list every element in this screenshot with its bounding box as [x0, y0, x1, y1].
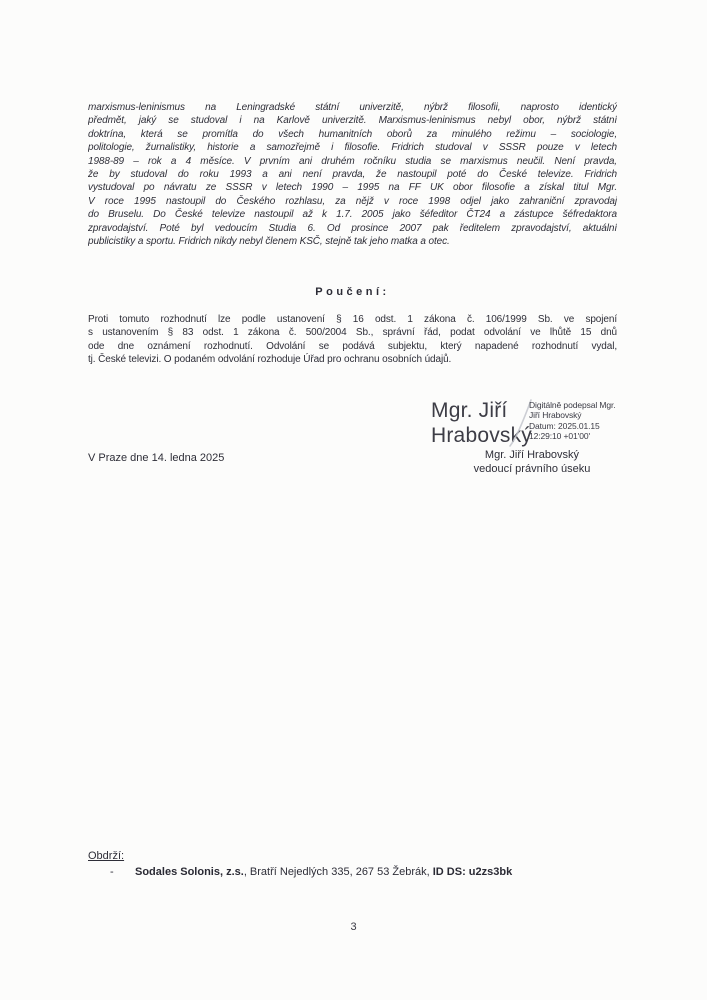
- place-date-line: V Praze dne 14. ledna 2025: [88, 452, 225, 464]
- text-line: marxismus-leninismus na Leningradské státní univerzitě, nýbrž filosofii, naprosto identický: [88, 102, 617, 113]
- recipient-dash: -: [110, 866, 114, 878]
- recipient-name: Sodales Solonis, z.s.: [135, 866, 244, 878]
- text-line: doktrína, která se promítla do všech humanitních oborů za minulého režimu – sociologie,: [88, 128, 617, 140]
- text-line: Digitálně podepsal Mgr.: [529, 400, 616, 410]
- text-line: vystudoval po návratu ze SSSR v letech 1990 – 1995 na FF UK obor filosofie a získal titul Mgr.: [88, 182, 617, 194]
- text-line: s ustanovením § 83 odst. 1 zákona č. 500/2004 Sb., správní řád, podat odvolání ve lhůtě 15 dnů: [88, 327, 617, 339]
- signature-stamp-name-line2: Hrabovský: [431, 424, 532, 447]
- body-paragraph: [88, 101, 617, 248]
- instruction-paragraph: [88, 313, 617, 367]
- signatory-name: Mgr. Jiří Hrabovský: [484, 449, 580, 461]
- recipients-heading: Obdrží:: [88, 850, 125, 862]
- text-line: Jiří Hrabovský: [529, 410, 582, 421]
- text-line: politologie, žurnalistiky, historie a samozřejmě i filosofie. Fridrich studoval v SSSR pouze v letech: [88, 142, 617, 154]
- text-line: 1988-89 – rok a 4 měsíce. V prvním ani druhém ročníku studia se marxismus neučil. Není pravda,: [88, 155, 617, 167]
- text-line: Datum: 2025.01.15: [529, 420, 600, 431]
- text-line: tj. České televizi. O podaném odvolání rozhoduje Úřad pro ochranu osobních údajů.: [88, 354, 452, 366]
- text-line: zpravodajství. Poté byl vedoucím Studia 6. Od prosince 2007 pak ředitelem zpravodajství, aktuální: [88, 222, 617, 234]
- text-line: že by studoval do roku 1993 a ani není pravda, že nastoupil poté do České televize. Fridrich: [88, 168, 617, 180]
- signatory-block: [446, 449, 618, 477]
- text-line: Proti tomuto rozhodnutí lze podle ustanovení § 16 odst. 1 zákona č. 106/1999 Sb. ve spojení: [88, 314, 617, 325]
- text-line: V roce 1995 nastoupil do Českého rozhlasu, za nějž v roce 1998 odjel jako zahraniční zpravodaj: [88, 195, 617, 207]
- recipient-address: , Bratří Nejedlých 335, 267 53 Žebrák,: [243, 866, 433, 878]
- page-number: 3: [350, 921, 357, 933]
- signature-stamp-name-line1: Mgr. Jiří: [431, 399, 508, 422]
- recipient-item: [135, 866, 695, 878]
- digital-signature-text: [529, 400, 616, 442]
- signatory-title: vedoucí právního úseku: [473, 462, 591, 475]
- instruction-heading: Poučení:: [315, 286, 390, 298]
- text-line: do Bruselu. Do České televize nastoupil až k 1.7. 2005 jako šéfeditor ČT24 a zástupce šéfredaktora: [88, 209, 617, 221]
- text-line: předmět, jaký se studoval i na Karlově univerzitě. Marxismus-leninismus nebyl obor, nýbrž státní: [88, 115, 617, 127]
- text-line: 12:29:10 +01'00': [529, 431, 590, 442]
- recipient-databox-id: ID DS: u2zs3bk: [432, 866, 513, 878]
- text-line: publicistiky a sportu. Fridrich nikdy nebyl členem KSČ, stejně tak jeho matka a otec.: [88, 235, 450, 247]
- text-line: ode dne oznámení rozhodnutí. Odvolání se podává subjektu, který napadené rozhodnutí vydal,: [88, 340, 617, 352]
